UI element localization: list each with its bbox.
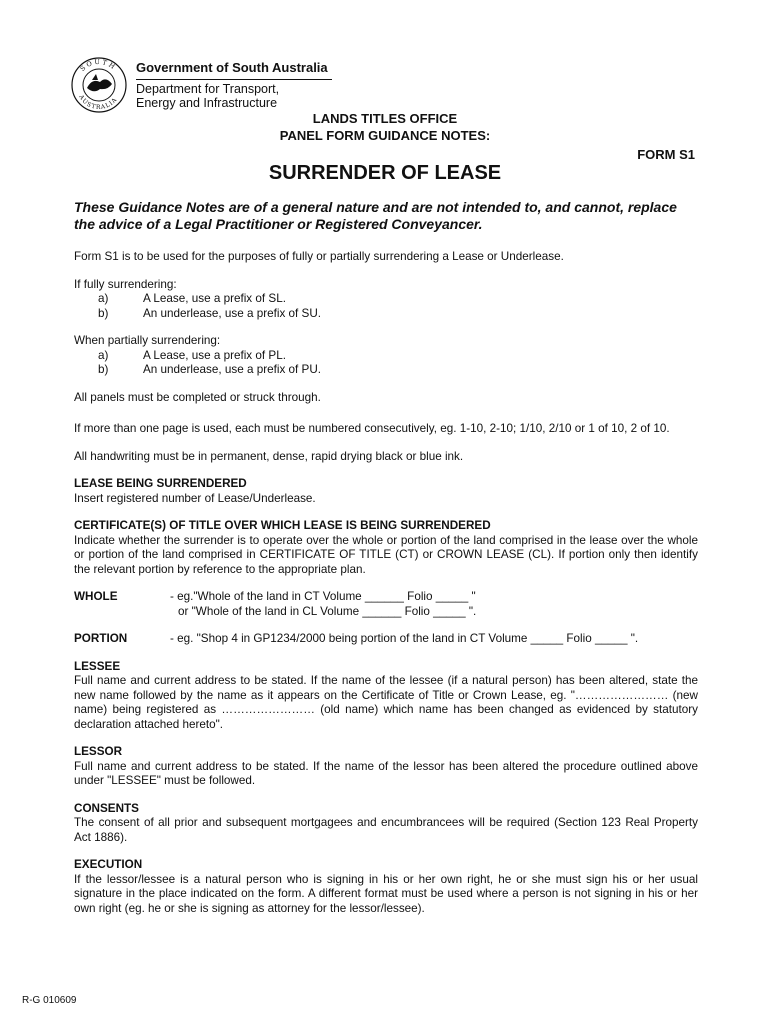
department-name	[136, 82, 279, 110]
form-number: FORM S1	[637, 147, 695, 162]
whole-line-1: - eg."Whole of the land in CT Volume ______ Folio _____ "	[170, 590, 476, 603]
purpose-text: Form S1 is to be used for the purposes of fully or partially surrendering a Lease or Underlease.	[74, 250, 564, 263]
section-lease	[74, 477, 698, 506]
office-heading: LANDS TITLES OFFICE	[312, 111, 458, 126]
section-lessee	[74, 660, 698, 733]
section-body: Indicate whether the surrender is to operate over the whole or portion of the land comprised in the lease over the whole or portion of the land comprised in CERTIFICATE OF TITLE (CT) or CROWN LEASE (CL). If portion only then identify the relevant portion by reference to the appropriate plan.	[74, 533, 698, 576]
section-heading: LEASE BEING SURRENDERED	[74, 477, 247, 490]
department-line-1: Department for Transport,	[136, 82, 280, 96]
list-item: a) A Lease, use a prefix of SL.	[98, 292, 286, 305]
fully-heading: If fully surrendering:	[74, 277, 177, 291]
footer-code: R-G 010609	[22, 995, 77, 1006]
section-body: Full name and current address to be stated. If the name of the lessor has been altered the procedure outlined above under "LESSEE" must be followed.	[74, 759, 698, 787]
section-lessor	[74, 745, 698, 789]
intro-disclaimer: These Guidance Notes are of a general nature and are not intended to, and cannot, replace the advice of a Legal Practitioner or Registered Conveyancer.	[74, 199, 677, 232]
handwriting-note: All handwriting must be in permanent, dense, rapid drying black or blue ink.	[74, 449, 464, 463]
section-certificate	[74, 519, 698, 577]
government-name: Government of South Australia	[136, 60, 328, 75]
panels-note: All panels must be completed or struck through.	[74, 390, 321, 404]
section-body: The consent of all prior and subsequent mortgagees and encumbrancees will be required (Section 123 Real Property Act 1886).	[74, 816, 698, 844]
list-item: b) An underlease, use a prefix of PU.	[98, 363, 322, 376]
seal-bottom-text: AUSTRALIA	[77, 93, 119, 112]
logo-divider	[136, 79, 332, 80]
guidance-body	[74, 199, 698, 929]
page-title: SURRENDER OF LEASE	[268, 162, 502, 184]
whole-example	[74, 590, 698, 619]
section-body: Full name and current address to be stated. If the name of the lessee (if a natural person) has been altered, state the new name followed by the name as it appears on the Certificate of Title or Crown Lease, eg. "…………………… (new name) being registered as …………………… (old name) which name has been changed as evidenced by statutory declaration attached hereto".	[74, 674, 698, 731]
section-heading: CERTIFICATE(S) OF TITLE OVER WHICH LEASE IS BEING SURRENDERED	[74, 519, 491, 532]
portion-label: PORTION	[74, 632, 128, 645]
whole-label: WHOLE	[74, 590, 118, 603]
section-heading: EXECUTION	[74, 858, 143, 871]
portion-line-1: - eg. "Shop 4 in GP1234/2000 being portion of the land in CT Volume _____ Folio _____ ".	[170, 632, 639, 645]
section-execution	[74, 858, 698, 916]
state-seal-icon	[70, 56, 128, 114]
partially-heading: When partially surrendering:	[74, 334, 221, 347]
seal-top-text: SOUTH	[78, 57, 118, 73]
section-heading: CONSENTS	[74, 801, 139, 815]
partially-surrendering-block	[74, 334, 698, 378]
portion-example	[74, 632, 698, 647]
government-logo	[70, 56, 340, 114]
section-heading: LESSEE	[74, 659, 121, 673]
section-consents	[74, 802, 698, 846]
whole-line-2: or "Whole of the land in CL Volume ______ Folio _____ ".	[178, 604, 477, 618]
pages-note: If more than one page is used, each must be numbered consecutively, eg. 1-10, 2-10; 1/10, 2/10 or 1 of 10, 2 of 10.	[74, 422, 670, 435]
guidance-heading: PANEL FORM GUIDANCE NOTES:	[279, 128, 491, 143]
section-body: Insert registered number of Lease/Underlease.	[74, 491, 316, 505]
section-heading: LESSOR	[74, 745, 123, 758]
department-line-2: Energy and Infrastructure	[136, 96, 278, 110]
fully-surrendering-block	[74, 278, 698, 322]
svg-text:SOUTH	[79, 58, 118, 73]
list-item: a) A Lease, use a prefix of PL.	[98, 348, 286, 362]
list-item: b) An underlease, use a prefix of SU.	[98, 306, 322, 320]
section-body: If the lessor/lessee is a natural person who is signing in his or her own right, he or she must sign his or her usual signature in the place indicated on the form. A different format must be used where a person is not signing in his or her own right (eg. he or she is signing as attorney for the lessor/lessee).	[74, 872, 698, 915]
